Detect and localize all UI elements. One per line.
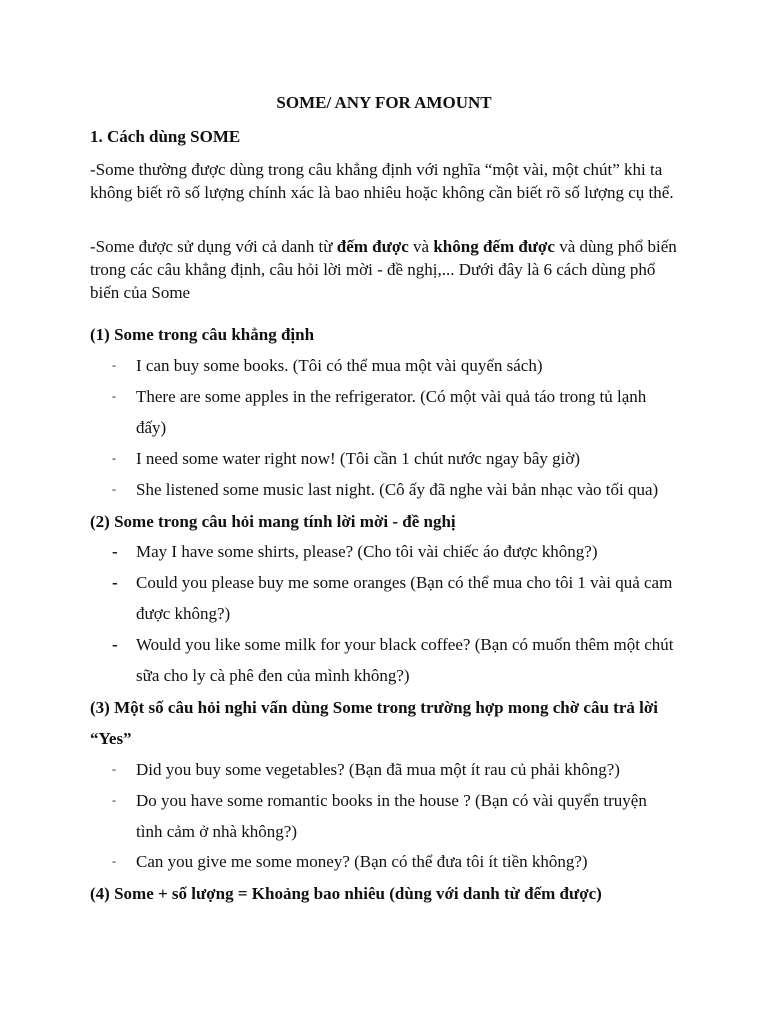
list-item-text: Would you like some milk for your black coffee? (Bạn có muốn thêm một chút sữa cho ly cà phê đen của mình không?): [136, 635, 674, 685]
subheading-some-quantity: (4) Some + số lượng = Khoảng bao nhiêu (dùng với danh từ đếm được): [90, 884, 602, 903]
paragraph-text: và: [408, 237, 434, 256]
subheading-yes-questions-cont: “Yes”: [90, 729, 132, 748]
bullet-dash: -: [112, 358, 116, 372]
list-item-text: Can you give me some money? (Bạn có thể đưa tôi ít tiền không?): [136, 852, 588, 871]
bullet-dash: -: [112, 762, 116, 776]
list-item-text: She listened some music last night. (Cô ấy đã nghe vài bản nhạc vào tối qua): [136, 480, 659, 499]
bullet-dash: -: [112, 635, 118, 654]
bullet-dash: -: [112, 389, 116, 403]
paragraph-some-countable: [90, 235, 680, 304]
subheading-affirmative: (1) Some trong câu khẳng định: [90, 325, 315, 344]
bold-countable: đếm được: [336, 237, 409, 256]
list-item-text: Do you have some romantic books in the house ? (Bạn có vài quyển truyện tình cảm ở nhà không?): [136, 791, 647, 841]
paragraph-text: và dùng phổ biến trong các câu khẳng định, câu hỏi lời mời - đề nghị,... Dưới đây là 6 cách dùng phổ biến của Some: [90, 237, 677, 302]
paragraph-text: -Some được sử dụng với cả danh từ: [90, 237, 337, 256]
bold-uncountable: không đếm được: [433, 237, 555, 256]
list-item-text: I can buy some books. (Tôi có thể mua một vài quyển sách): [136, 356, 543, 375]
section-heading-some-usage: 1. Cách dùng SOME: [90, 127, 241, 146]
bullet-dash: -: [112, 451, 116, 465]
list-item-text: There are some apples in the refrigerator. (Có một vài quả táo trong tủ lạnh đấy): [136, 387, 647, 437]
bullet-dash: -: [112, 542, 118, 561]
bullet-dash: -: [112, 793, 116, 807]
bullet-dash: -: [112, 482, 116, 496]
bullet-dash: -: [112, 854, 116, 868]
subheading-invitation: (2) Some trong câu hỏi mang tính lời mời - đề nghị: [90, 512, 456, 531]
bullet-dash: -: [112, 573, 118, 592]
list-item-text: Could you please buy me some oranges (Bạn có thể mua cho tôi 1 vài quả cam được không?): [136, 573, 673, 623]
paragraph-some-meaning: -Some thường được dùng trong câu khẳng định với nghĩa “một vài, một chút” khi ta không biết rõ số lượng chính xác là bao nhiêu hoặc không cần biết rõ số lượng cụ thể.: [90, 160, 674, 202]
list-item-text: I need some water right now! (Tôi cần 1 chút nước ngay bây giờ): [136, 449, 581, 468]
document-title: SOME/ ANY FOR AMOUNT: [276, 93, 492, 112]
list-item-text: Did you buy some vegetables? (Bạn đã mua một ít rau củ phải không?): [136, 760, 620, 779]
subheading-yes-questions: (3) Một số câu hỏi nghi vấn dùng Some trong trường hợp mong chờ câu trả lời: [90, 698, 658, 717]
list-item-text: May I have some shirts, please? (Cho tôi vài chiếc áo được không?): [136, 542, 598, 561]
